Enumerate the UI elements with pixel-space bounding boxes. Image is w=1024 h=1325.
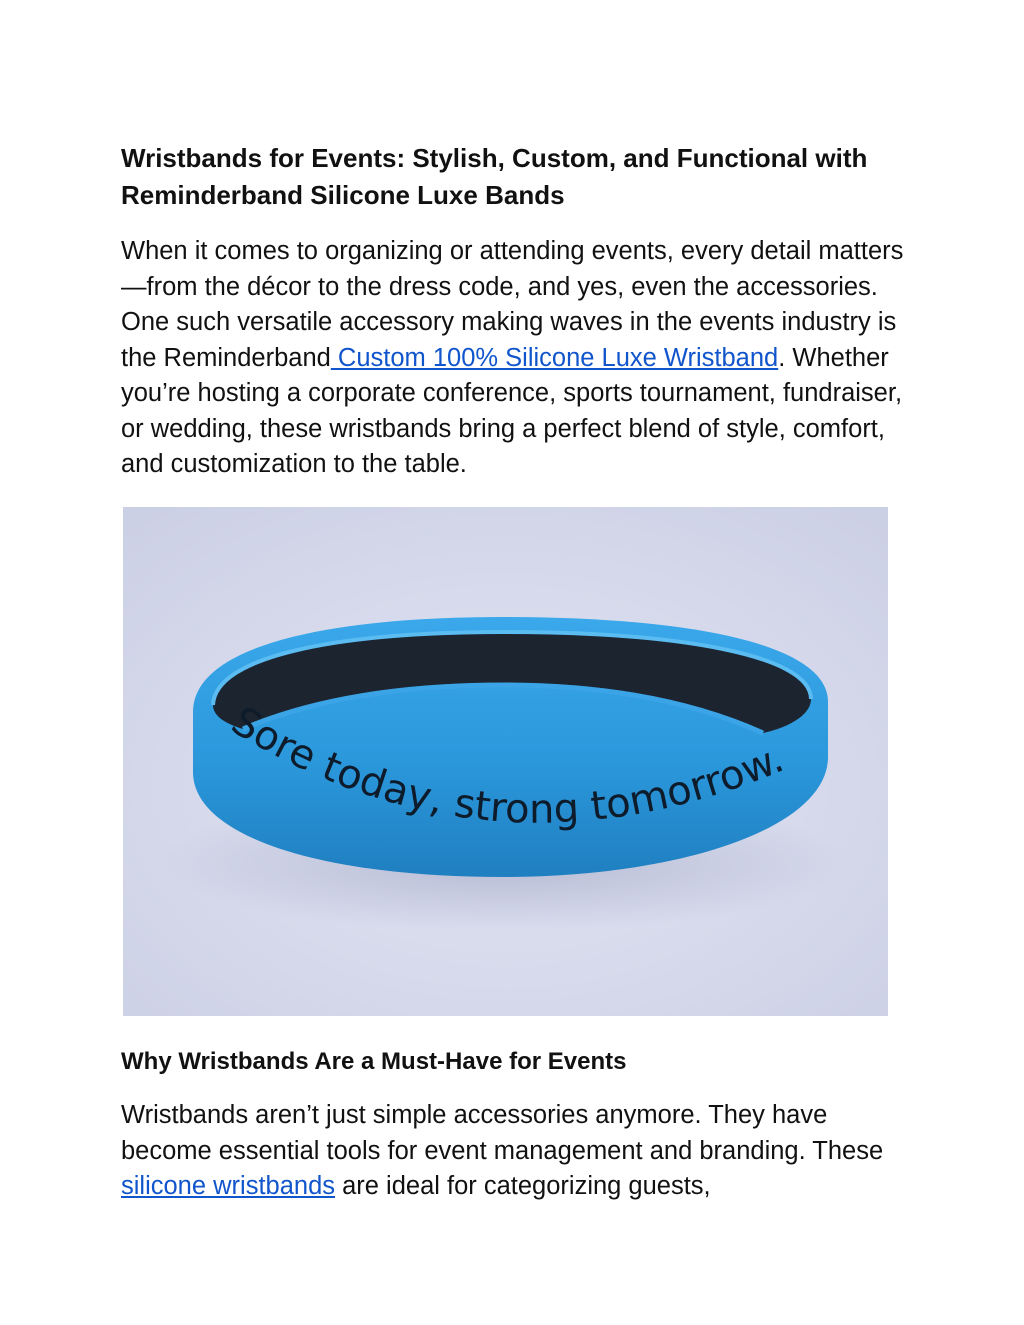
intro-text-after-link: . Whether you’re hosting a corporate conference, sports tournament, fundraiser, or wedding, these wristbands bring a perfect blend of style, comfort, and customization to the table. [121, 343, 903, 478]
section-paragraph [121, 1098, 911, 1205]
section-body [121, 1098, 911, 1205]
wristband-photo [123, 507, 888, 1016]
luxe-wristband-link[interactable]: Custom 100% Silicone Luxe Wristband [330, 343, 779, 372]
silicone-wristbands-link[interactable]: silicone wristbands [121, 1172, 336, 1200]
section-text-after-link: are ideal for categorizing guests, [335, 1172, 711, 1200]
intro-text-before-link: When it comes to organizing or attending events, every detail matters—from the décor to the dress code, and yes, even the accessories. One such versatile accessory making waves in the events industry is the Reminderband [121, 237, 904, 372]
article-title: Wristbands for Events: Stylish, Custom, and Functional with Reminderband Silicone Luxe Bands [121, 143, 868, 210]
section-heading: Why Wristbands Are a Must-Have for Events [121, 1048, 627, 1075]
section-text-before-link: Wristbands aren’t just simple accessories anymore. They have become essential tools for event management and branding. These [121, 1101, 884, 1165]
intro-paragraph [121, 234, 911, 483]
band-text: Sore today, strong tomorrow. [223, 698, 791, 833]
article [121, 140, 911, 483]
